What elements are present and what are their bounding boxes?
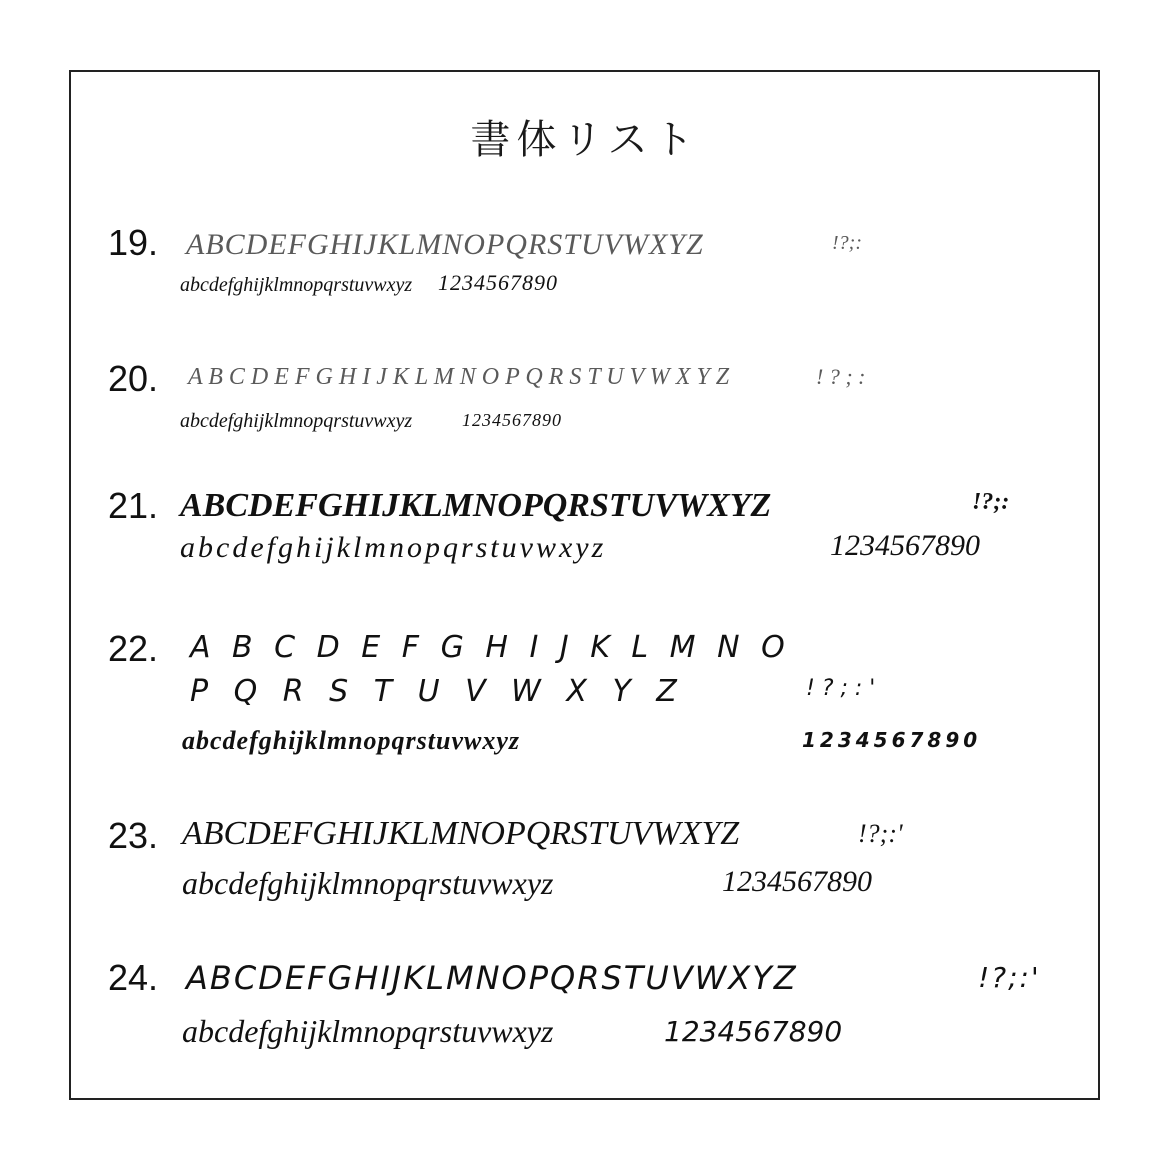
punctuation-sample: !?;: [972,489,1010,515]
font-number: 20. [108,358,159,399]
punctuation-sample: !?;:' [858,819,903,848]
uppercase-sample-line-2: P Q R S T U V W X Y Z [190,674,685,709]
punctuation-sample: ! ? ; : ' [806,676,876,701]
digits-sample: 1234567890 [802,728,982,752]
font-number: 22. [108,628,159,669]
lowercase-sample: abcdefghijklmnopqrstuvwxyz [182,726,521,755]
punctuation-sample: !?;: [832,232,862,254]
punctuation-sample: !?;:' [978,961,1041,994]
font-number: 21. [108,485,159,526]
digits-sample: 1234567890 [722,865,872,898]
uppercase-sample-line-1: A B C D E F G H I J K L M N O [190,630,791,665]
lowercase-sample: abcdefghijklmnopqrstuvwxyz [182,1013,554,1049]
digits-sample: 1234567890 [830,529,980,562]
page-title: 書体リスト [470,117,700,163]
uppercase-sample: ABCDEFGHIJKLMNOPQRSTUVWXYZ [180,487,772,524]
lowercase-sample: abcdefghijklmnopqrstuvwxyz [180,410,413,432]
lowercase-sample: abcdefghijklmnopqrstuvwxyz [182,865,554,901]
uppercase-sample: ABCDEFGHIJKLMNOPQRSTUVWXYZ [186,959,798,997]
digits-sample: 1234567890 [462,410,562,430]
font-number: 19. [108,222,159,263]
lowercase-sample: abcdefghijklmnopqrstuvwxyz [180,274,413,296]
font-list-frame [69,70,1100,1100]
font-number: 23. [108,815,159,856]
digits-sample: 1234567890 [664,1015,843,1048]
uppercase-sample: A B C D E F G H I J K L M N O P Q R S T U V W X Y Z [188,364,730,390]
digits-sample: 1234567890 [438,270,558,295]
punctuation-sample: ! ? ; : [816,364,866,389]
font-number: 24. [108,957,159,998]
lowercase-sample: abcdefghijklmnopqrstuvwxyz [180,531,607,564]
uppercase-sample: ABCDEFGHIJKLMNOPQRSTUVWXYZ [182,815,740,852]
uppercase-sample: ABCDEFGHIJKLMNOPQRSTUVWXYZ [186,228,704,261]
